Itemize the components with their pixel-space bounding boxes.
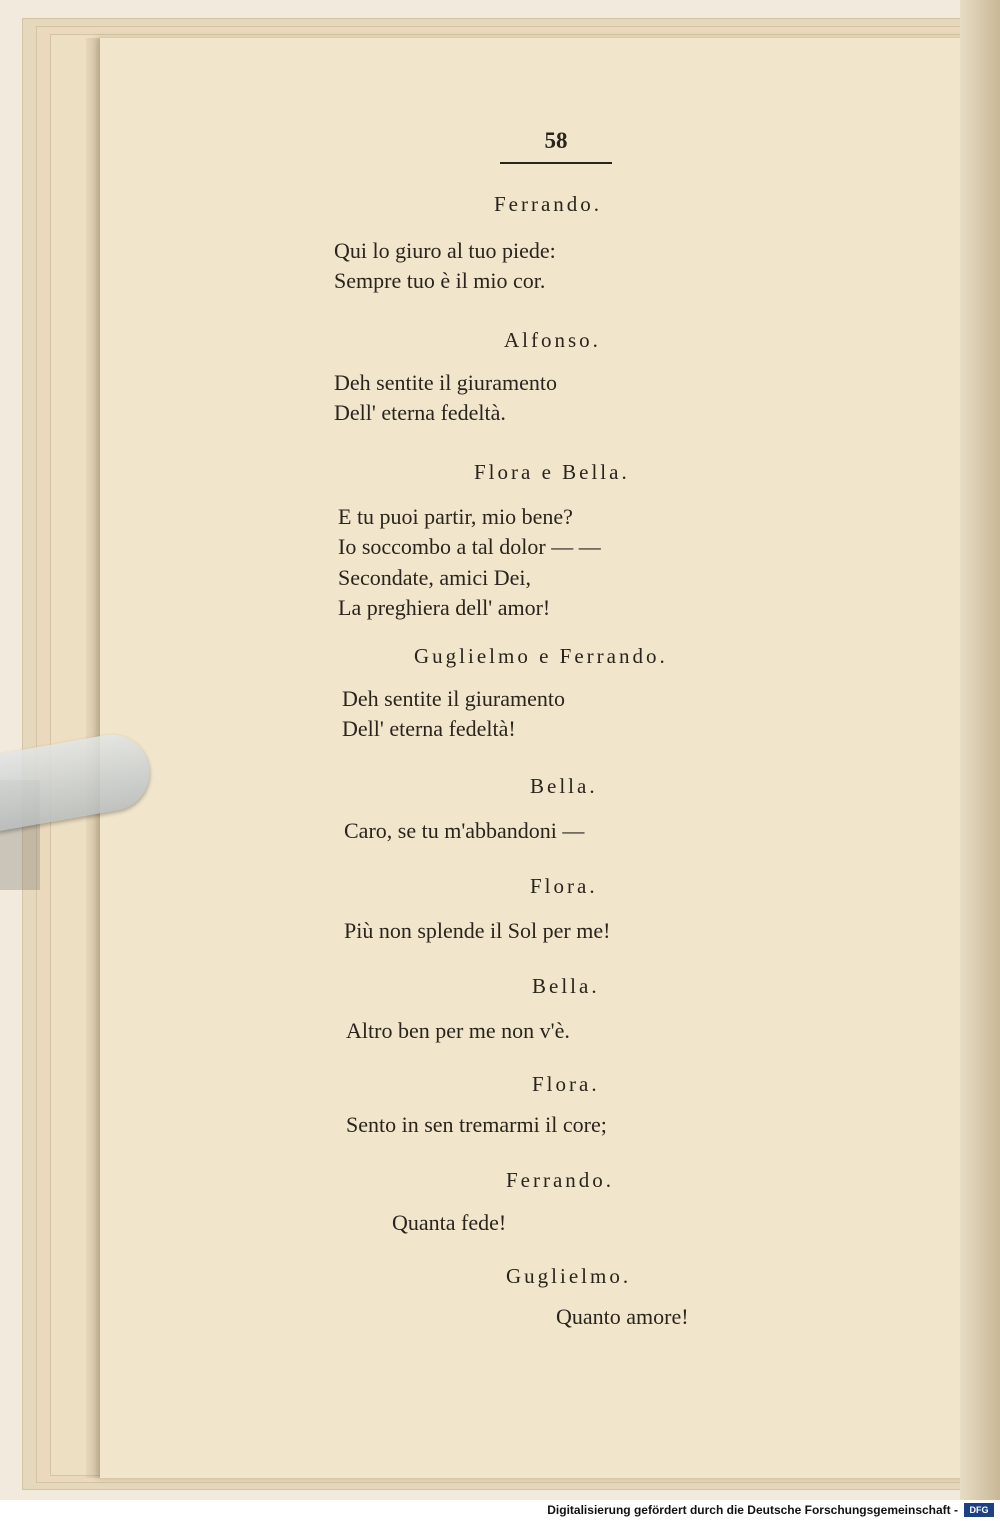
verse-line: Altro ben per me non v'è. xyxy=(346,1018,570,1043)
verse-line: Secondate, amici Dei, xyxy=(338,565,532,590)
speaker-label: Bella. xyxy=(530,774,598,798)
verse-line: Caro, se tu m'abbandoni — xyxy=(344,818,585,843)
verse-line: Sento in sen tremarmi il core; xyxy=(346,1112,607,1137)
speaker-label: Bella. xyxy=(532,974,600,998)
book-edge-right xyxy=(960,0,1000,1500)
speaker-label: Alfonso. xyxy=(504,328,601,352)
speaker-label: Flora. xyxy=(530,874,598,898)
page-number-rule xyxy=(500,162,612,164)
verse-line: Io soccombo a tal dolor — — xyxy=(338,534,601,559)
verse-line: Deh sentite il giuramento xyxy=(342,686,565,711)
speaker-label: Flora. xyxy=(532,1072,600,1096)
speaker-label: Guglielmo. xyxy=(506,1264,632,1288)
speaker-label: Flora e Bella. xyxy=(474,460,630,484)
speaker-label: Guglielmo e Ferrando. xyxy=(414,644,668,668)
verse-line: E tu puoi partir, mio bene? xyxy=(338,504,573,529)
verse-line: Più non splende il Sol per me! xyxy=(344,918,611,943)
verse-line: Dell' eterna fedeltà! xyxy=(342,716,516,741)
verse-line: La preghiera dell' amor! xyxy=(338,595,551,620)
speaker-label: Ferrando. xyxy=(506,1168,615,1192)
speaker-label: Ferrando. xyxy=(494,192,603,216)
funding-notice: Digitalisierung gefördert durch die Deutsche Forschungsgemeinschaft - xyxy=(547,1503,958,1517)
verse-line: Quanto amore! xyxy=(556,1304,689,1329)
verse-line: Deh sentite il giuramento xyxy=(334,370,557,395)
verse-line: Quanta fede! xyxy=(392,1210,507,1235)
footer-bar xyxy=(0,1500,1000,1521)
page-number: 58 xyxy=(544,128,568,153)
verse-line: Qui lo giuro al tuo piede: xyxy=(334,238,556,263)
verse-line: Dell' eterna fedeltà. xyxy=(334,400,506,425)
dfg-logo-icon: DFG xyxy=(964,1503,994,1517)
verse-line: Sempre tuo è il mio cor. xyxy=(334,268,546,293)
